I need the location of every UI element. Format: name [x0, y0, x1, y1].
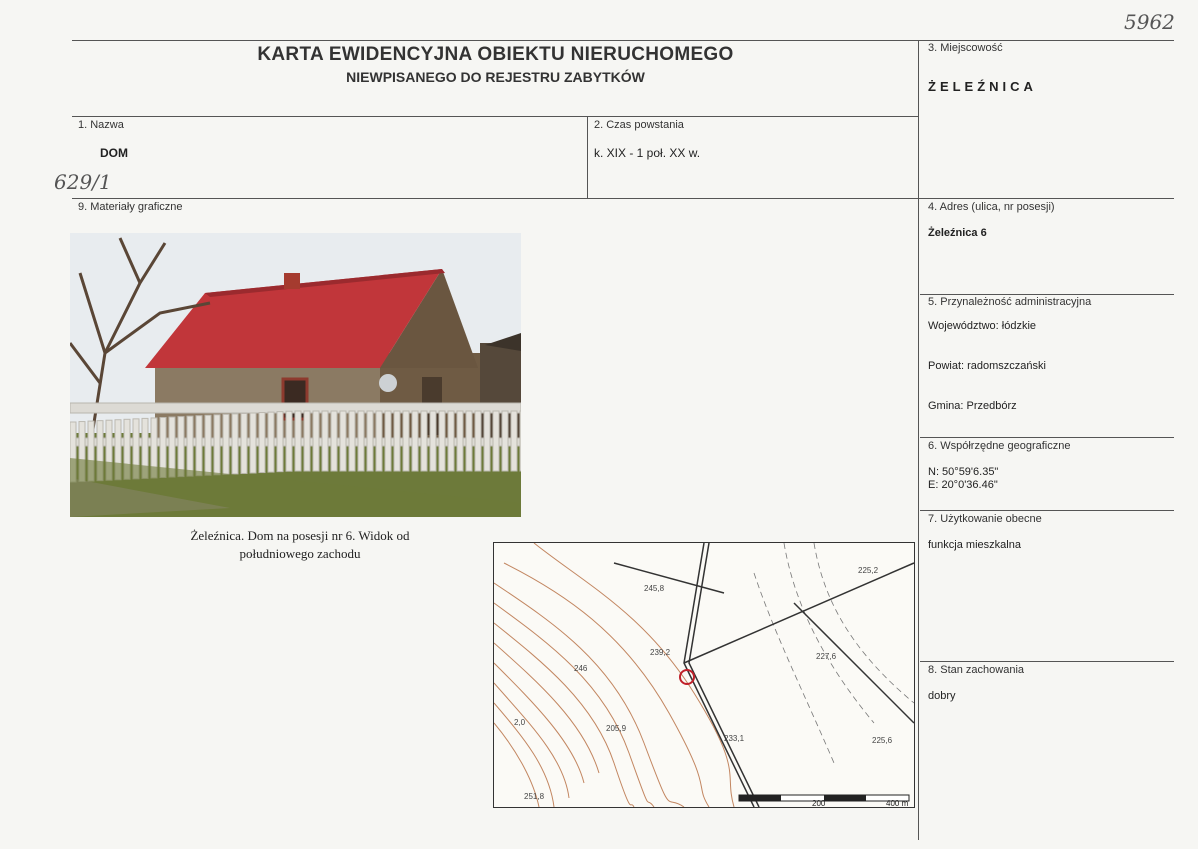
- fence-picket: [457, 411, 463, 471]
- handwritten-archive-number: 5962: [1124, 10, 1175, 34]
- fence-picket: [394, 411, 400, 471]
- field-label-wspolrzedne: 6. Współrzędne geograficzne: [928, 440, 1071, 452]
- field-value-powiat: Powiat: radomszczański: [928, 360, 1046, 372]
- field-label-uzytkowanie: 7. Użytkowanie obecne: [928, 513, 1042, 525]
- field-value-nazwa: DOM: [100, 146, 128, 160]
- fence-picket: [421, 411, 427, 471]
- field-label-nazwa: 1. Nazwa: [78, 119, 124, 131]
- field-label-materialy: 9. Materiały graficzne: [78, 201, 183, 213]
- fence-picket: [484, 411, 490, 471]
- field-label-miejscowosc: 3. Miejscowość: [928, 42, 1003, 54]
- page-title: KARTA EWIDENCYJNA OBIEKTU NIERUCHOMEGO: [257, 44, 734, 65]
- fence-picket: [178, 417, 184, 477]
- fence-picket: [286, 411, 292, 471]
- field-value-adres: Żeleźnica 6: [928, 227, 987, 239]
- fence-picket: [511, 411, 517, 471]
- field-value-wojewodztwo: Województwo: łódzkie: [928, 320, 1037, 332]
- fence-picket: [304, 411, 310, 471]
- field-label-stan: 8. Stan zachowania: [928, 664, 1025, 676]
- map-elevation-9: 205,9: [606, 724, 627, 733]
- fence-picket: [259, 413, 265, 473]
- right-divider-8: [920, 661, 1174, 662]
- fence-picket: [376, 411, 382, 471]
- fence-picket: [223, 414, 229, 474]
- field-value-uzytkowanie: funkcja mieszkalna: [928, 539, 1021, 551]
- fence-picket: [214, 415, 220, 475]
- fence-picket: [277, 412, 283, 472]
- fence-picket: [412, 411, 418, 471]
- field-value-czas: k. XIX - 1 poł. XX w.: [594, 146, 701, 160]
- fence-picket: [313, 411, 319, 471]
- fence-picket: [520, 411, 521, 471]
- fence-picket: [241, 413, 247, 473]
- map-elevation-10: 246: [574, 664, 588, 673]
- fence-picket: [439, 411, 445, 471]
- page-subtitle: NIEWPISANEGO DO REJESTRU ZABYTKÓW: [346, 69, 645, 85]
- map-elevation-4: 227,6: [816, 652, 837, 661]
- fence-picket: [232, 414, 238, 474]
- fence-picket: [331, 411, 337, 471]
- field-label-adres: 4. Adres (ulica, nr posesji): [928, 201, 1055, 213]
- location-map: [493, 542, 915, 808]
- map-elevation-1: 225,2: [858, 566, 879, 575]
- right-divider-6: [920, 437, 1174, 438]
- fence-picket: [322, 411, 328, 471]
- fence-picket: [385, 411, 391, 471]
- fence-picket: [250, 413, 256, 473]
- fence-picket: [466, 411, 472, 471]
- header-divider: [72, 116, 919, 117]
- fence-picket: [448, 411, 454, 471]
- fence-picket: [205, 415, 211, 475]
- right-divider-7: [920, 510, 1174, 511]
- fence-picket: [475, 411, 481, 471]
- right-column-divider: [918, 40, 919, 840]
- field-value-stan: dobry: [928, 690, 956, 702]
- handwritten-margin-note: 629/1: [54, 170, 112, 194]
- fence-picket: [187, 416, 193, 476]
- fence-picket: [340, 411, 346, 471]
- map-scale-label-2: 400 m: [886, 799, 909, 807]
- fence-picket: [493, 411, 499, 471]
- right-divider-5: [920, 294, 1174, 295]
- top-border: [72, 40, 1174, 41]
- name-time-divider: [587, 116, 588, 198]
- map-elevation-5: 233,1: [724, 734, 745, 743]
- map-elevation-6: 225,6: [872, 736, 893, 745]
- photo-caption-line2: południowego zachodu: [239, 546, 361, 561]
- map-elevation-2: 245,8: [644, 584, 665, 593]
- fence-picket: [196, 416, 202, 476]
- map-elevation-8: 251,8: [524, 792, 545, 801]
- field-value-latitude: N: 50°59'6.35": [928, 466, 999, 478]
- field-label-przynaleznosc: 5. Przynależność administracyjna: [928, 296, 1092, 308]
- fence-picket: [502, 411, 508, 471]
- photo-caption-line1: Żeleźnica. Dom na posesji nr 6. Widok od: [190, 528, 410, 543]
- map-elevation-7: 2,0: [514, 718, 526, 727]
- field-value-gmina: Gmina: Przedbórz: [928, 400, 1017, 412]
- fence-picket: [358, 411, 364, 471]
- field-label-czas: 2. Czas powstania: [594, 119, 684, 131]
- name-row-divider: [72, 198, 1174, 199]
- field-value-longitude: E: 20°0'36.46": [928, 479, 998, 491]
- fence-picket: [349, 411, 355, 471]
- map-scale-label-1: 200: [812, 799, 826, 807]
- fence-picket: [403, 411, 409, 471]
- house-photo: [70, 233, 521, 517]
- map-elevation-3: 239,2: [650, 648, 671, 657]
- fence-picket: [268, 412, 274, 472]
- fence-picket: [295, 411, 301, 471]
- field-value-miejscowosc: ŻELEŹNICA: [928, 79, 1037, 94]
- fence-picket: [430, 411, 436, 471]
- fence-picket: [367, 411, 373, 471]
